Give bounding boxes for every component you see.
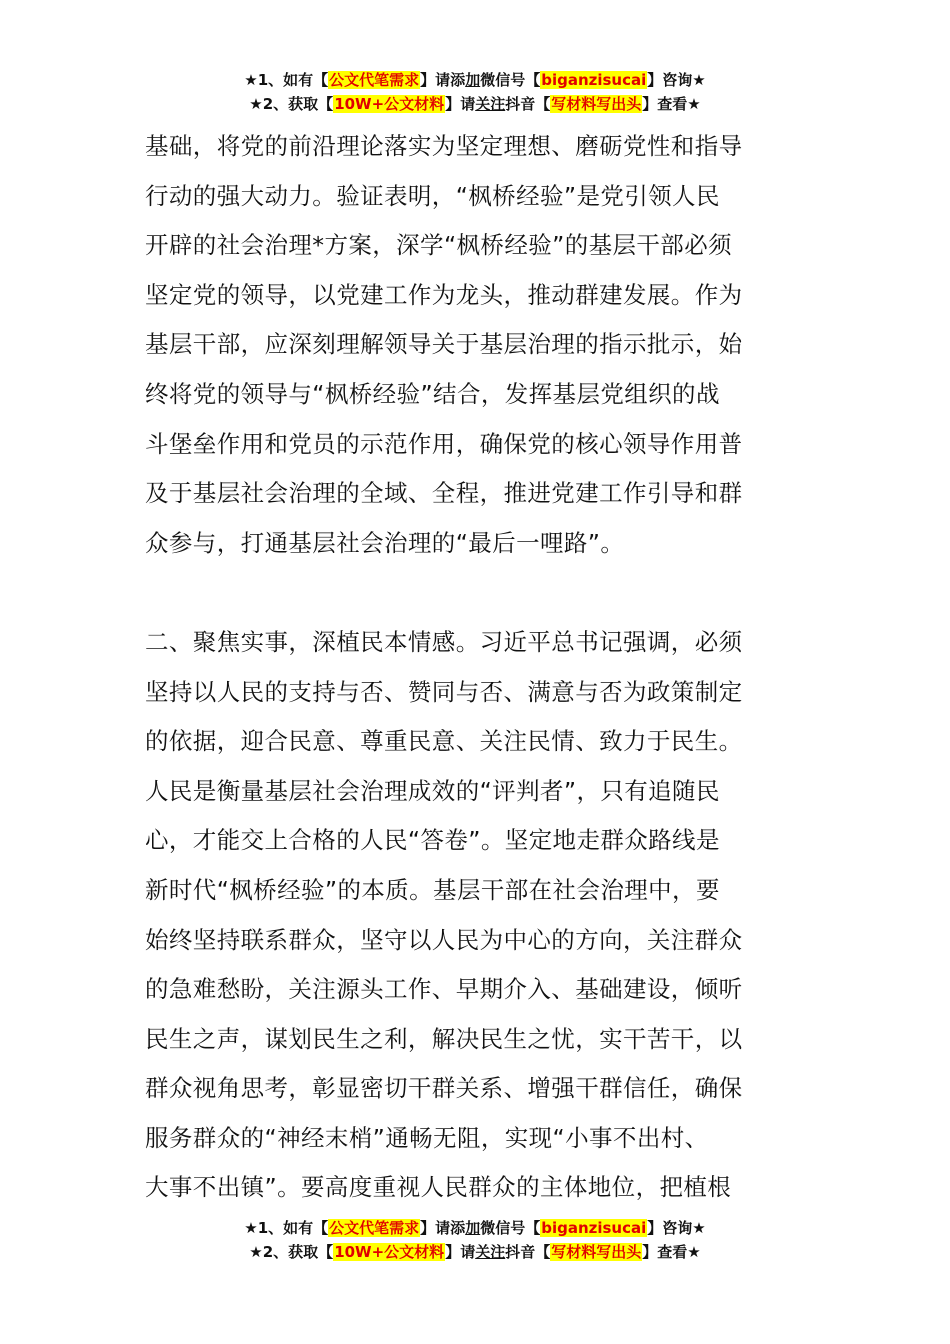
footer-banner — [0, 1216, 950, 1264]
banner-line-1 — [0, 68, 950, 92]
banner-text: 】请添 — [420, 71, 466, 89]
body-line: 二、聚焦实事，深植民本情感。习近平总书记强调，必须 — [145, 627, 743, 656]
banner-text: 关注 — [475, 95, 506, 113]
banner-line-2 — [0, 1240, 950, 1264]
banner-text: 】请 — [445, 1243, 476, 1261]
body-line: 的急难愁盼，关注源头工作、早期介入、基础建设，倾听 — [145, 975, 743, 1004]
highlight-materials: 10W+公文材料 — [334, 95, 445, 113]
body-line: 行动的强大动力。验证表明，“枫桥经验”是党引领人民 — [145, 181, 720, 210]
body-line: 开辟的社会治理*方案，深学“枫桥经验”的基层干部必须 — [145, 231, 732, 260]
banner-text: 】咨询★ — [647, 1219, 706, 1237]
banner-text: 】查看★ — [642, 95, 701, 113]
body-line: 服务群众的“神经末梢”通畅无阻，实现“小事不出村、 — [145, 1123, 709, 1152]
body-line: 民生之声，谋划民生之利，解决民生之忧，实干苦干，以 — [145, 1024, 743, 1053]
body-line: 终将党的领导与“枫桥经验”结合，发挥基层党组织的战 — [145, 379, 720, 408]
banner-text: 加 — [465, 1219, 481, 1237]
body-line: 人民是衡量基层社会治理成效的“评判者”，只有追随民 — [145, 776, 720, 805]
body-line: 坚定党的领导，以党建工作为龙头，推动群建发展。作为 — [145, 280, 743, 309]
body-line: 基础，将党的前沿理论落实为坚定理想、磨砺党性和指导 — [145, 132, 743, 160]
banner-line-1 — [0, 1216, 950, 1240]
body-line: 众参与，打通基层社会治理的“最后一哩路”。 — [145, 528, 625, 557]
highlight-service: 公文代笔需求 — [329, 71, 420, 89]
paragraph-gap — [145, 568, 815, 618]
body-line: 坚持以人民的支持与否、赞同与否、满意与否为政策制定 — [145, 677, 743, 706]
banner-text: 】查看★ — [642, 1243, 701, 1261]
body-line: 斗堡垒作用和党员的示范作用，确保党的核心领导作用普 — [145, 429, 743, 458]
banner-text: ★1、如有【 — [244, 1219, 329, 1237]
banner-text: 抖音【 — [505, 1243, 551, 1261]
highlight-wechat-id: biganzisucai — [541, 1219, 647, 1237]
body-line: 大事不出镇”。要高度重视人民群众的主体地位，把植根 — [145, 1173, 732, 1202]
banner-text: 微信号【 — [480, 71, 541, 89]
banner-text: ★2、获取【 — [249, 95, 334, 113]
banner-text: 】请 — [445, 95, 476, 113]
banner-text: 】咨询★ — [647, 71, 706, 89]
body-line: 基层干部，应深刻理解领导关于基层治理的指示批示，始 — [145, 330, 743, 359]
banner-text: 】请添 — [420, 1219, 466, 1237]
highlight-service: 公文代笔需求 — [329, 1219, 420, 1237]
banner-text: 加 — [465, 71, 481, 89]
banner-text: ★2、获取【 — [249, 1243, 334, 1261]
highlight-douyin: 写材料写出头 — [551, 95, 642, 113]
header-banner — [0, 68, 950, 116]
banner-text: ★1、如有【 — [244, 71, 329, 89]
body-line: 群众视角思考，彰显密切干群关系、增强干群信任，确保 — [145, 1074, 743, 1103]
body-line: 新时代“枫桥经验”的本质。基层干部在社会治理中，要 — [145, 875, 720, 904]
banner-text: 抖音【 — [505, 95, 551, 113]
banner-text: 关注 — [475, 1243, 506, 1261]
highlight-materials: 10W+公文材料 — [334, 1243, 445, 1261]
highlight-douyin: 写材料写出头 — [551, 1243, 642, 1261]
highlight-wechat-id: biganzisucai — [541, 71, 647, 89]
body-line: 心，才能交上合格的人民“答卷”。坚定地走群众路线是 — [145, 826, 720, 855]
body-line: 始终坚持联系群众，坚守以人民为中心的方向，关注群众 — [145, 925, 743, 954]
banner-text: 微信号【 — [480, 1219, 541, 1237]
body-line: 的依据，迎合民意、尊重民意、关注民情、致力于民生。 — [145, 727, 743, 756]
body-line: 及于基层社会治理的全域、全程，推进党建工作引导和群 — [145, 479, 743, 508]
banner-line-2 — [0, 92, 950, 116]
document-body — [145, 122, 815, 1213]
